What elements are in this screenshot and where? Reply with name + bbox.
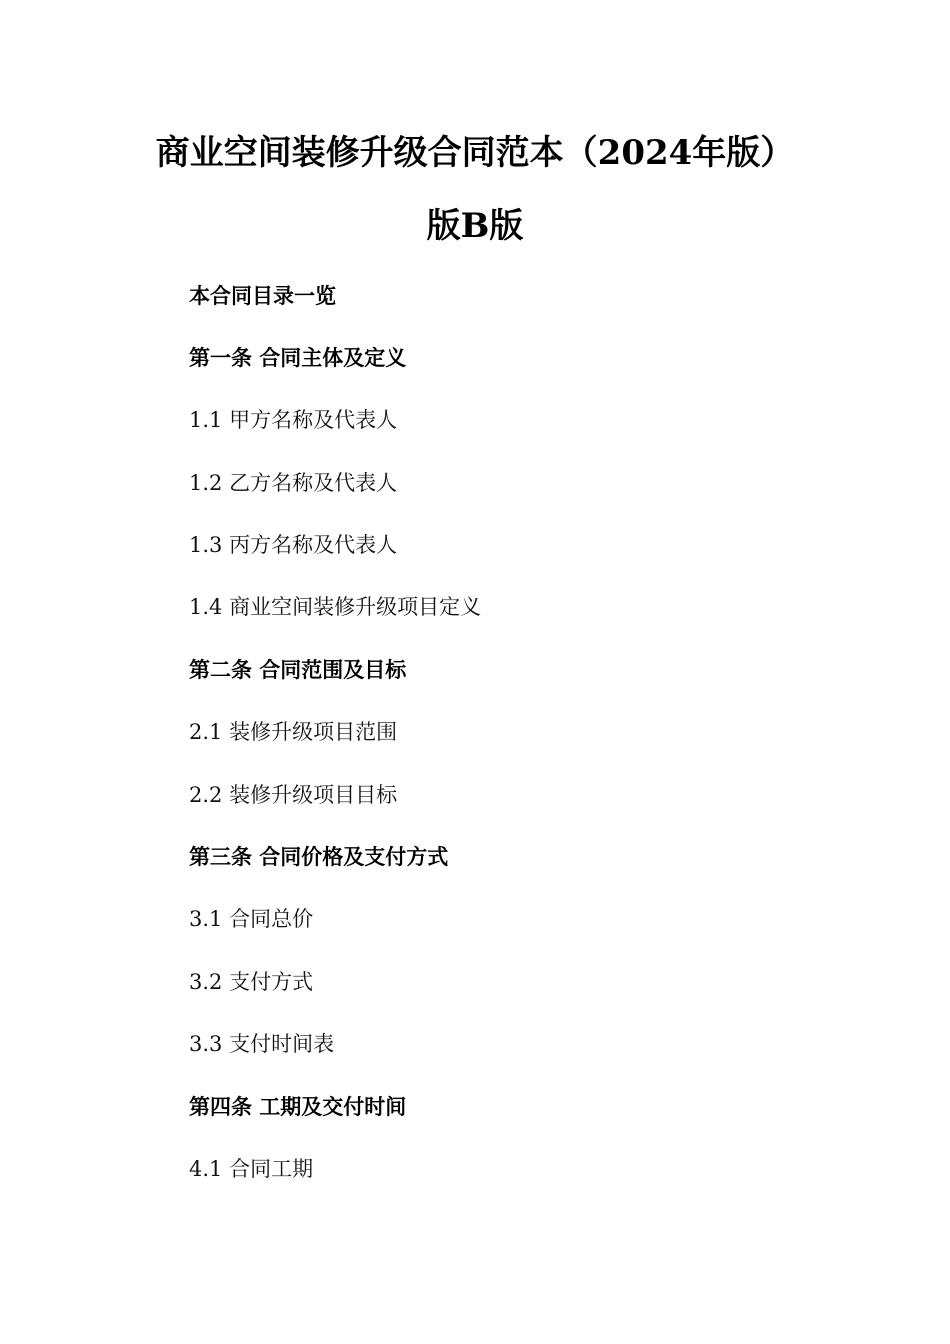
toc-article-4: 第四条 工期及交付时间 [189, 1094, 407, 1119]
toc-article-3: 第三条 合同价格及支付方式 [189, 844, 449, 869]
toc-article-1: 第一条 合同主体及定义 [189, 345, 407, 370]
toc-clause-3-3: 3.3 支付时间表 [189, 1032, 335, 1056]
document-subtitle: 版B版 [426, 206, 524, 246]
toc-clause-1-1: 1.1 甲方名称及代表人 [189, 408, 398, 432]
toc-clause-1-3: 1.3 丙方名称及代表人 [189, 533, 398, 557]
toc-clause-3-2: 3.2 支付方式 [189, 970, 314, 994]
toc-clause-1-2: 1.2 乙方名称及代表人 [189, 471, 398, 495]
toc-clause-3-1: 3.1 合同总价 [189, 907, 314, 931]
toc-clause-2-1: 2.1 装修升级项目范围 [189, 720, 398, 744]
toc-clause-2-2: 2.2 装修升级项目目标 [189, 783, 398, 807]
toc-clause-1-4: 1.4 商业空间装修升级项目定义 [189, 595, 482, 619]
toc-article-2: 第二条 合同范围及目标 [189, 657, 407, 682]
document-title: 商业空间装修升级合同范本（2024年版） [155, 133, 795, 173]
toc-clause-4-1: 4.1 合同工期 [189, 1157, 314, 1181]
toc-heading: 本合同目录一览 [189, 283, 336, 308]
